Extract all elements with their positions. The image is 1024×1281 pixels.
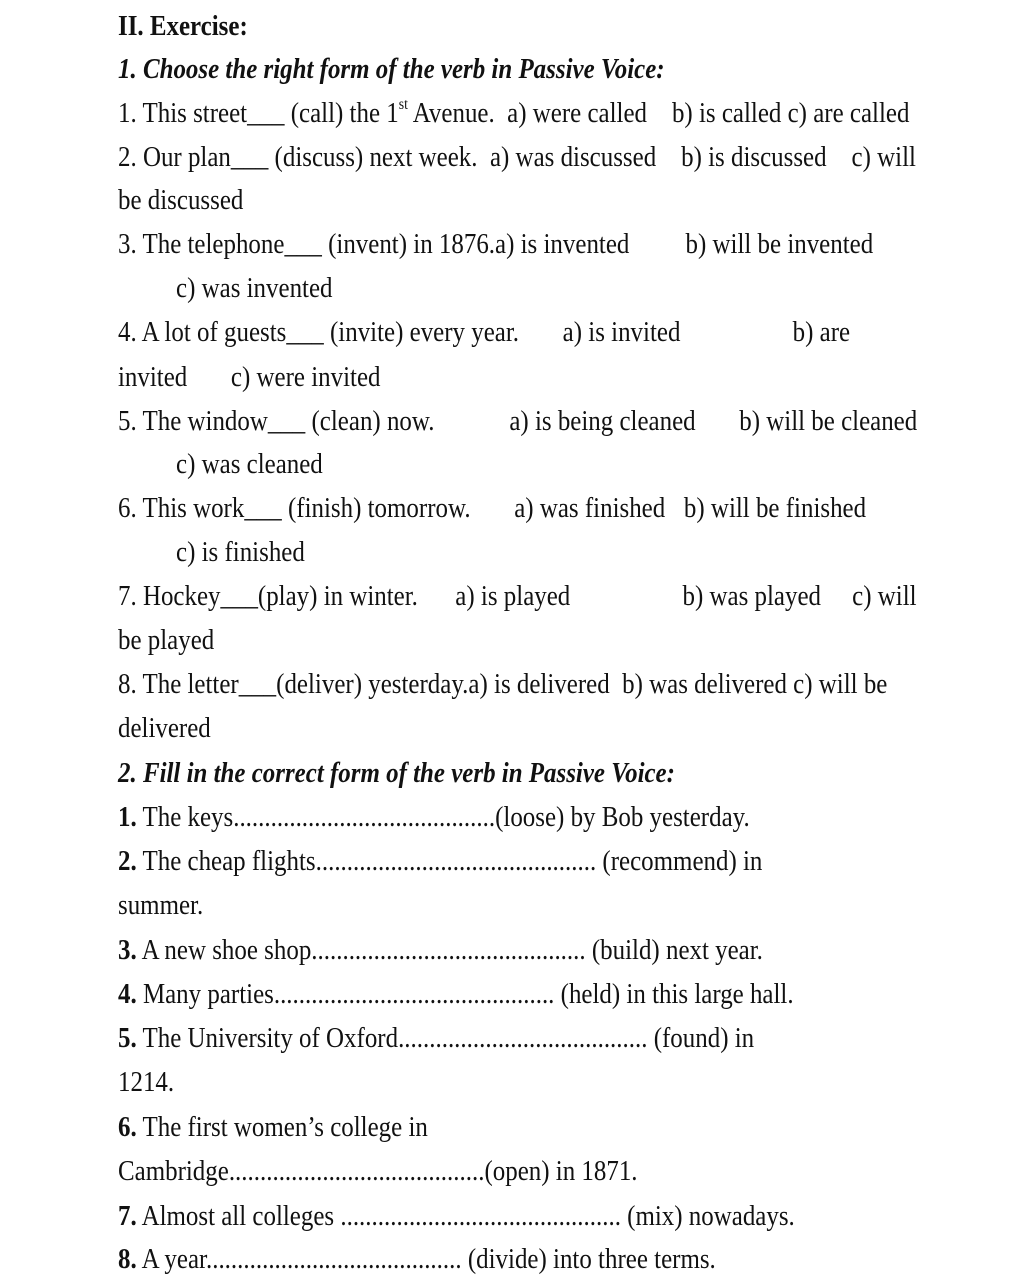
exercise-title: II. Exercise: (118, 10, 248, 42)
fill-item: 5. The University of Oxford........................................ (found) in (118, 1022, 755, 1054)
fill-item: summer. (118, 889, 204, 921)
part1-heading: 1. Choose the right form of the verb in Passive Voice: (118, 53, 665, 85)
fill-item: 1. The keys..........................................(loose) by Bob yesterday. (118, 801, 750, 833)
question-line: be played (118, 624, 215, 656)
question-line: c) was cleaned (176, 448, 323, 480)
question-line: 8. The letter___(deliver) yesterday.a) is delivered b) was delivered c) will be (118, 668, 888, 700)
part2-heading: 2. Fill in the correct form of the verb in Passive Voice: (118, 757, 675, 789)
question-line: 2. Our plan___ (discuss) next week. a) was discussed b) is discussed c) will (118, 141, 916, 173)
fill-item: 8. A year......................................... (divide) into three terms. (118, 1243, 716, 1275)
question-line: invited c) were invited (118, 361, 381, 393)
fill-item: 6. The first women’s college in (118, 1111, 428, 1143)
fill-item: 1214. (118, 1066, 175, 1098)
fill-item: 7. Almost all colleges ............................................. (mix) nowadays. (118, 1200, 795, 1232)
question-line: delivered (118, 712, 211, 744)
fill-item: 3. A new shoe shop............................................ (build) next year. (118, 934, 763, 966)
fill-item: 2. The cheap flights............................................. (recommend) in (118, 845, 763, 877)
question-line: 4. A lot of guests___ (invite) every year. a) is invited b) are (118, 316, 851, 348)
question-line: 5. The window___ (clean) now. a) is being cleaned b) will be cleaned (118, 405, 918, 437)
question-line: 3. The telephone___ (invent) in 1876.a) is invented b) will be invented (118, 228, 874, 260)
fill-item: Cambridge.........................................(open) in 1871. (118, 1155, 638, 1187)
question-line: 7. Hockey___(play) in winter. a) is played b) was played c) will (118, 580, 917, 612)
question-line: be discussed (118, 184, 244, 216)
question-line: 1. This street___ (call) the 1st Avenue. a) were called b) is called c) are called (118, 96, 910, 129)
fill-item: 4. Many parties............................................. (held) in this large hall. (118, 978, 794, 1010)
question-line: c) is finished (176, 536, 305, 568)
question-line: c) was invented (176, 272, 333, 304)
question-line: 6. This work___ (finish) tomorrow. a) was finished b) will be finished (118, 492, 867, 524)
